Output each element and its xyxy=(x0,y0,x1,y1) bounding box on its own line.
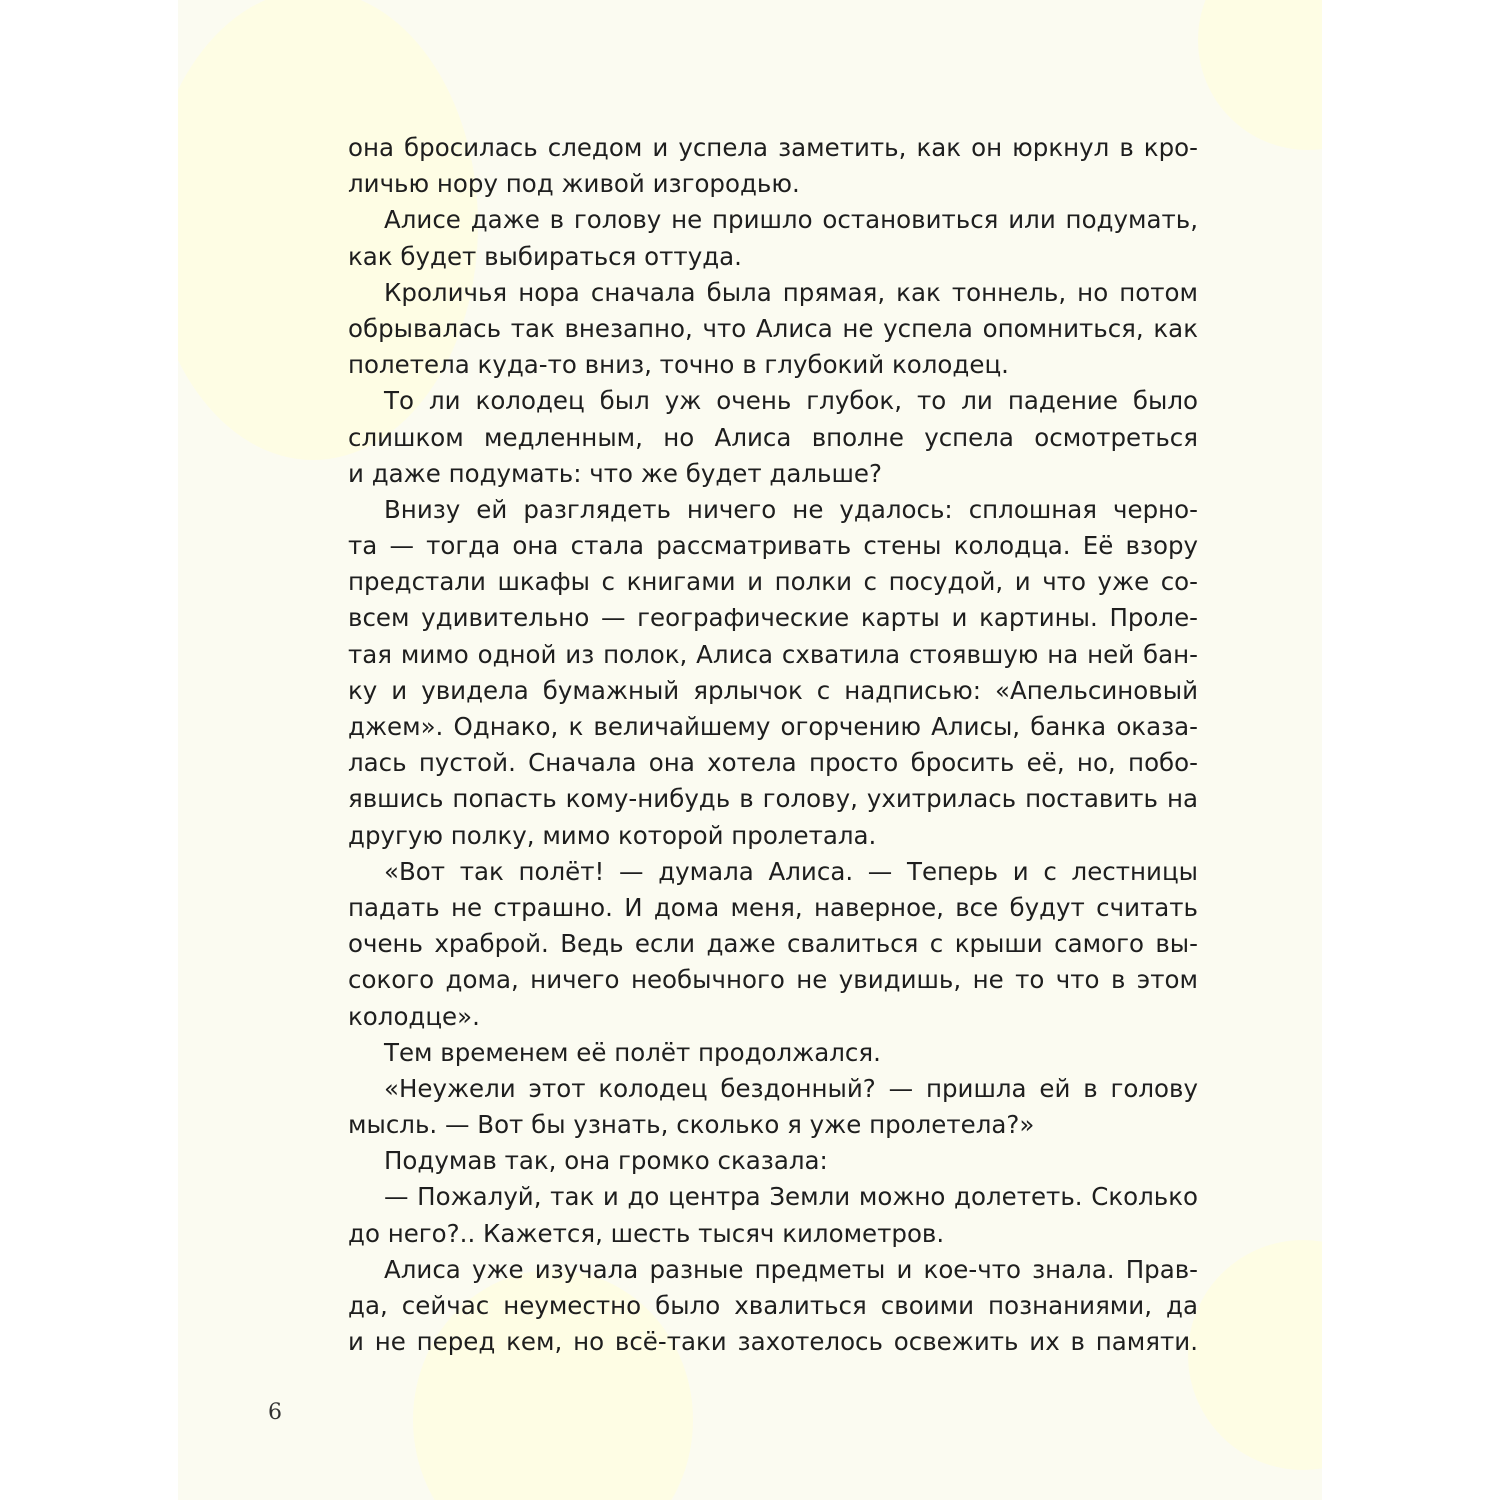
text-line: явшись попасть кому-нибудь в голову, ухитрилась поставить на xyxy=(348,784,1198,814)
text-line: То ли колодец был уж очень глубок, то ли падение было xyxy=(384,386,1198,416)
decorative-circle xyxy=(1198,0,1322,150)
text-line: мысль. — Вот бы узнать, сколько я уже пролетела?» xyxy=(348,1110,1035,1140)
text-line: всем удивительно — географические карты и картины. Проле- xyxy=(348,603,1198,633)
text-line: та — тогда она стала рассматривать стены колодца. Её взору xyxy=(348,531,1198,561)
text-line: Алисе даже в голову не пришло остановиться или подумать, xyxy=(384,205,1198,235)
text-line: лась пустой. Сначала она хотела просто бросить её, но, побо- xyxy=(348,748,1198,778)
text-line: другую полку, мимо которой пролетала. xyxy=(348,820,877,850)
text-line: обрывалась так внезапно, что Алиса не успела опомниться, как xyxy=(348,313,1198,343)
text-line: Тем временем её полёт продолжался. xyxy=(384,1037,881,1067)
text-line: сокого дома, ничего необычного не увидишь, не то что в этом xyxy=(348,965,1198,995)
text-line: полетела куда-то вниз, точно в глубокий колодец. xyxy=(348,350,1009,380)
text-line: колодце». xyxy=(348,1001,480,1031)
body-text xyxy=(348,130,1198,1360)
text-line: предстали шкафы с книгами и полки с посудой, и что уже со- xyxy=(348,567,1198,597)
text-line: Внизу ей разглядеть ничего не удалось: сплошная черно- xyxy=(384,494,1198,524)
text-line: слишком медленным, но Алиса вполне успела осмотреться xyxy=(348,422,1198,452)
text-line: «Неужели этот колодец бездонный? — пришла ей в голову xyxy=(384,1073,1198,1103)
page-number: 6 xyxy=(268,1400,282,1425)
text-line: она бросилась следом и успела заметить, как он юркнул в кро- xyxy=(348,133,1198,162)
text-line: Кроличья нора сначала была прямая, как тоннель, но потом xyxy=(384,277,1198,307)
text-line: джем». Однако, к величайшему огорчению Алисы, банка оказа- xyxy=(348,712,1198,741)
text-line: тая мимо одной из полок, Алиса схватила стоявшую на ней бан- xyxy=(348,639,1198,669)
text-line: личью нору под живой изгородью. xyxy=(348,169,800,199)
text-line: и даже подумать: что же будет дальше? xyxy=(348,458,882,488)
text-line: Алиса уже изучала разные предметы и кое-что знала. Прав- xyxy=(384,1254,1198,1284)
text-line: ку и увидела бумажный ярлычок с надписью: «Апельсиновый xyxy=(348,675,1198,705)
text-line: и не перед кем, но всё-таки захотелось освежить их в памяти. xyxy=(348,1327,1198,1357)
text-line: очень храброй. Ведь если даже свалиться с крыши самого вы- xyxy=(348,929,1198,959)
decorative-circle xyxy=(1188,1240,1322,1470)
text-line: до него?.. Кажется, шесть тысяч километров. xyxy=(348,1218,945,1248)
text-line: Подумав так, она громко сказала: xyxy=(384,1146,828,1176)
text-line: как будет выбираться оттуда. xyxy=(348,241,742,271)
text-line: «Вот так полёт! — думала Алиса. — Теперь и с лестницы xyxy=(384,856,1198,886)
text-line: падать не страшно. И дома меня, наверное, все будут считать xyxy=(348,892,1198,922)
text-line: — Пожалуй, так и до центра Земли можно долететь. Сколько xyxy=(384,1182,1198,1212)
book-page xyxy=(178,0,1322,1500)
text-line: да, сейчас неуместно было хвалиться своими познаниями, да xyxy=(348,1291,1198,1320)
